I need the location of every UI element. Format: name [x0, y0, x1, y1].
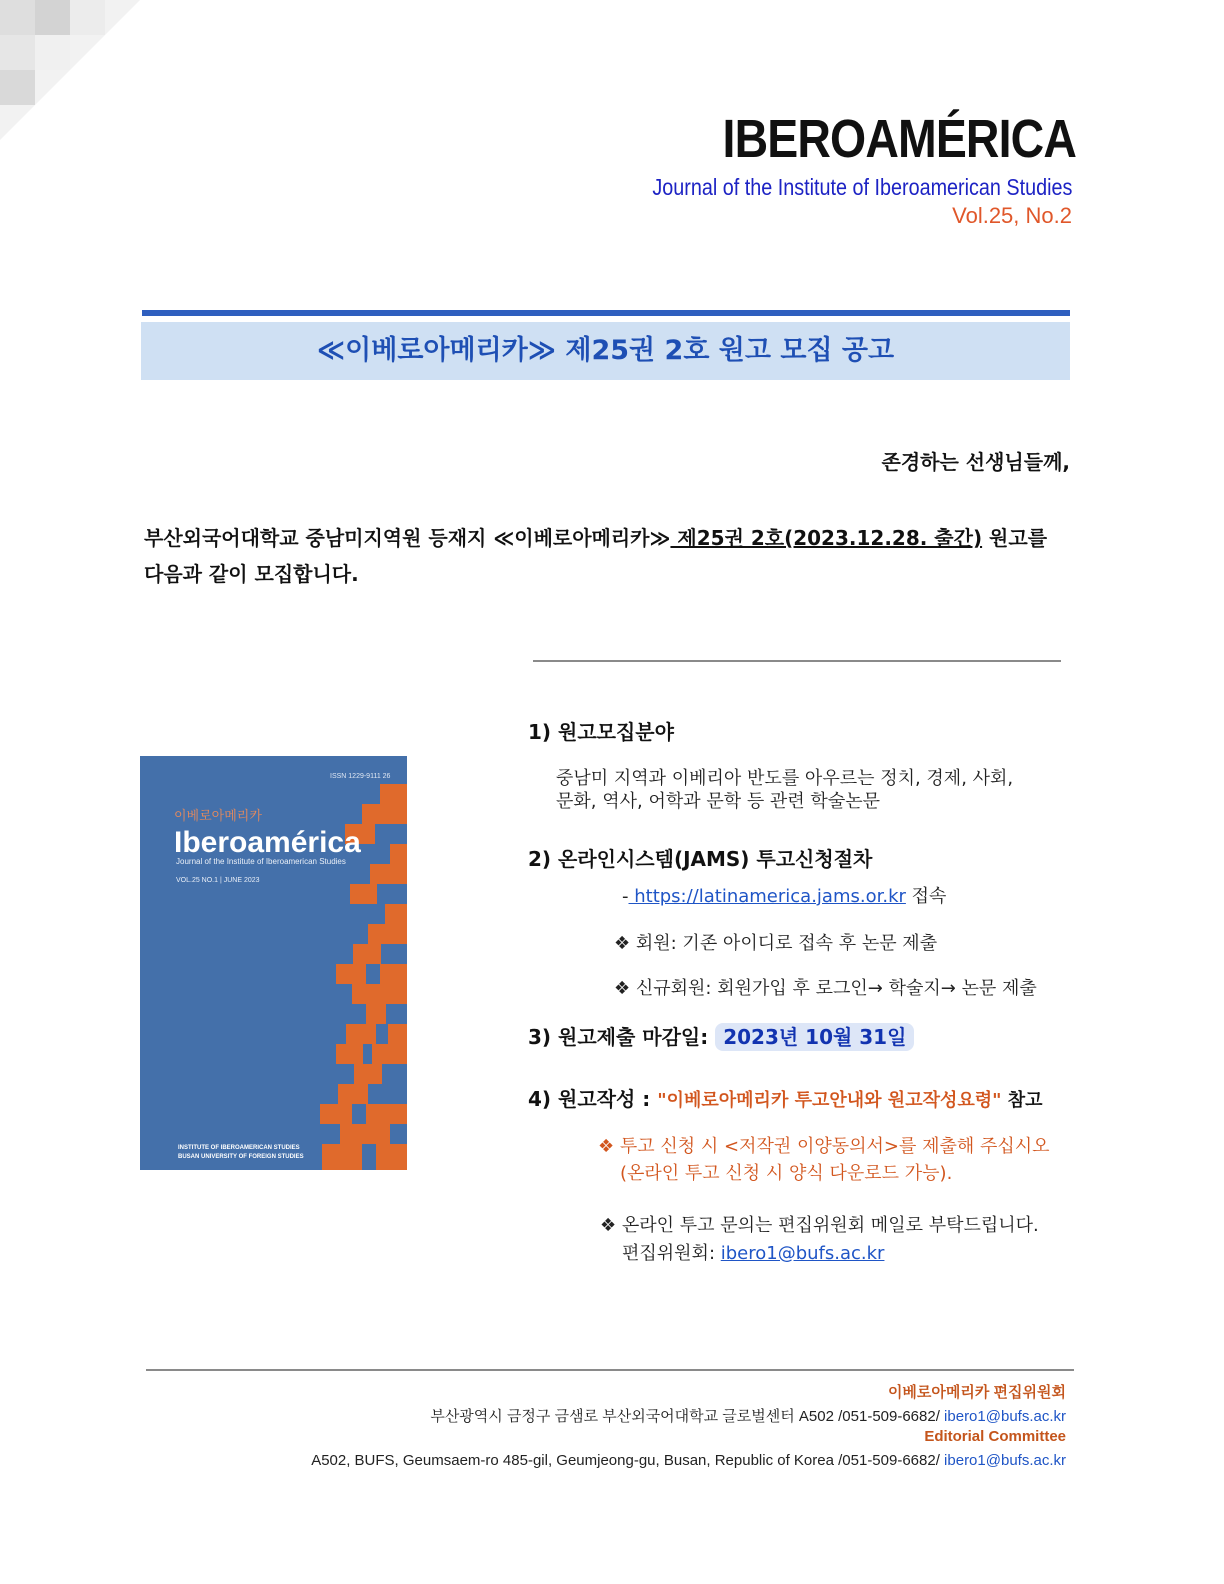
copyright-note: [598, 1132, 1050, 1158]
footer-address-kr: 부산광역시 금정구 금샘로 부산외국어대학교 글로벌센터 A502 /051-509-6682/: [430, 1408, 945, 1425]
section-3: [528, 1021, 914, 1050]
deadline-date: 2023년 10월 31일: [715, 1023, 914, 1051]
intro-line-1: [144, 520, 1084, 556]
announcement-title: ≪이베로아메리카≫ 제25권 2호 원고 모집 공고: [316, 335, 895, 366]
jams-link[interactable]: https://latinamerica.jams.or.kr: [628, 886, 906, 907]
bullet-new-member: [614, 974, 1037, 1000]
section-3-heading: 3) 원고제출 마감일:: [528, 1025, 709, 1049]
cover-title: Iberoamérica: [174, 826, 361, 859]
footer-committee-kr: 이베로아메리카 편집위원회: [887, 1384, 1066, 1401]
intro-text-3: 원고를: [982, 526, 1048, 550]
banner-top-bar: [142, 310, 1070, 316]
copyright-note-line-1: 투고 신청 시 <저작권 이양동의서>를 제출해 주십시오: [619, 1136, 1050, 1157]
footer-email-link[interactable]: ibero1@bufs.ac.kr: [944, 1452, 1066, 1469]
cover-korean-title: 이베로아메리카: [174, 809, 262, 824]
bullet-icon: ❖: [598, 1136, 615, 1157]
footer-divider: [146, 1369, 1074, 1371]
intro-line-2: 다음과 같이 모집합니다.: [144, 562, 359, 586]
bullet-icon: ❖: [614, 933, 631, 954]
dash: -: [622, 886, 629, 907]
inquiry-email-label: 편집위원회:: [622, 1243, 721, 1264]
section-4-heading: 4) 원고작성 :: [528, 1087, 651, 1111]
cover-subtitle: Journal of the Institute of Iberoamerican Studies: [176, 857, 346, 866]
bullet-new-member-text: 신규회원: 회원가입 후 로그인→ 학술지→ 논문 제출: [635, 978, 1037, 999]
section-1-line-2: 문화, 역사, 어학과 문학 등 관련 학술논문: [556, 791, 880, 812]
inquiry-note: [600, 1211, 1039, 1237]
section-4: [528, 1083, 1043, 1112]
cover-publisher-1: INSTITUTE OF IBEROAMERICAN STUDIES: [178, 1145, 300, 1151]
cover-issue: VOL.25 NO.1 | JUNE 2023: [176, 877, 260, 884]
journal-volume: Vol.25, No.2: [952, 203, 1072, 228]
cover-issn: ISSN 1229-9111 26: [330, 773, 391, 780]
intro-text-1: 부산외국어대학교 중남미지역원 등재지 ≪이베로아메리카≫: [144, 526, 671, 550]
intro-paragraph: [144, 520, 1084, 592]
copyright-note-line-2: (온라인 투고 신청 시 양식 다운로드 가능).: [620, 1163, 953, 1184]
section-1-line-1: 중남미 지역과 이베리아 반도를 아우르는 정치, 경제, 사회,: [556, 768, 1014, 789]
bullet-member: [614, 929, 937, 955]
inquiry-note-line-1: 온라인 투고 문의는 편집위원회 메일로 부탁드립니다.: [621, 1215, 1039, 1236]
section-2-heading: 2) 온라인시스템(JAMS) 투고신청절차: [528, 847, 873, 871]
footer-address-kr-line: [430, 1405, 1066, 1426]
intro-issue-date: 제25권 2호(2023.12.28. 출간): [670, 526, 983, 550]
cover-publisher-2: BUSAN UNIVERSITY OF FOREIGN STUDIES: [178, 1154, 304, 1160]
bullet-member-text: 회원: 기존 아이디로 접속 후 논문 제출: [635, 933, 938, 954]
jams-link-line: [622, 882, 946, 908]
guideline-reference: "이베로아메리카 투고안내와 원고작성요령": [657, 1090, 1002, 1111]
jams-link-suffix: 접속: [905, 886, 947, 907]
footer-email-link[interactable]: ibero1@bufs.ac.kr: [944, 1408, 1066, 1425]
footer-address-en: A502, BUFS, Geumsaem-ro 485-gil, Geumjeong-gu, Busan, Republic of Korea /051-509-6682/: [311, 1452, 945, 1469]
greeting: 존경하는 선생님들께,: [881, 450, 1070, 474]
footer-committee-en: Editorial Committee: [924, 1428, 1066, 1445]
journal-title: IBEROAMÉRICA: [722, 109, 1076, 169]
announcement-banner: [141, 322, 1070, 380]
bullet-icon: ❖: [614, 978, 631, 999]
section-1-heading: 1) 원고모집분야: [528, 720, 674, 744]
journal-cover-image: [140, 756, 407, 1170]
bullet-icon: ❖: [600, 1215, 617, 1236]
divider: [533, 660, 1061, 662]
inquiry-email-link[interactable]: ibero1@bufs.ac.kr: [720, 1243, 885, 1264]
journal-subtitle: Journal of the Institute of Iberoamerican Studies: [651, 174, 1072, 200]
guideline-reference-suffix: 참고: [1001, 1090, 1043, 1111]
corner-decoration: [0, 0, 140, 140]
footer-address-en-line: [311, 1452, 1066, 1469]
inquiry-email-line: [622, 1239, 884, 1265]
